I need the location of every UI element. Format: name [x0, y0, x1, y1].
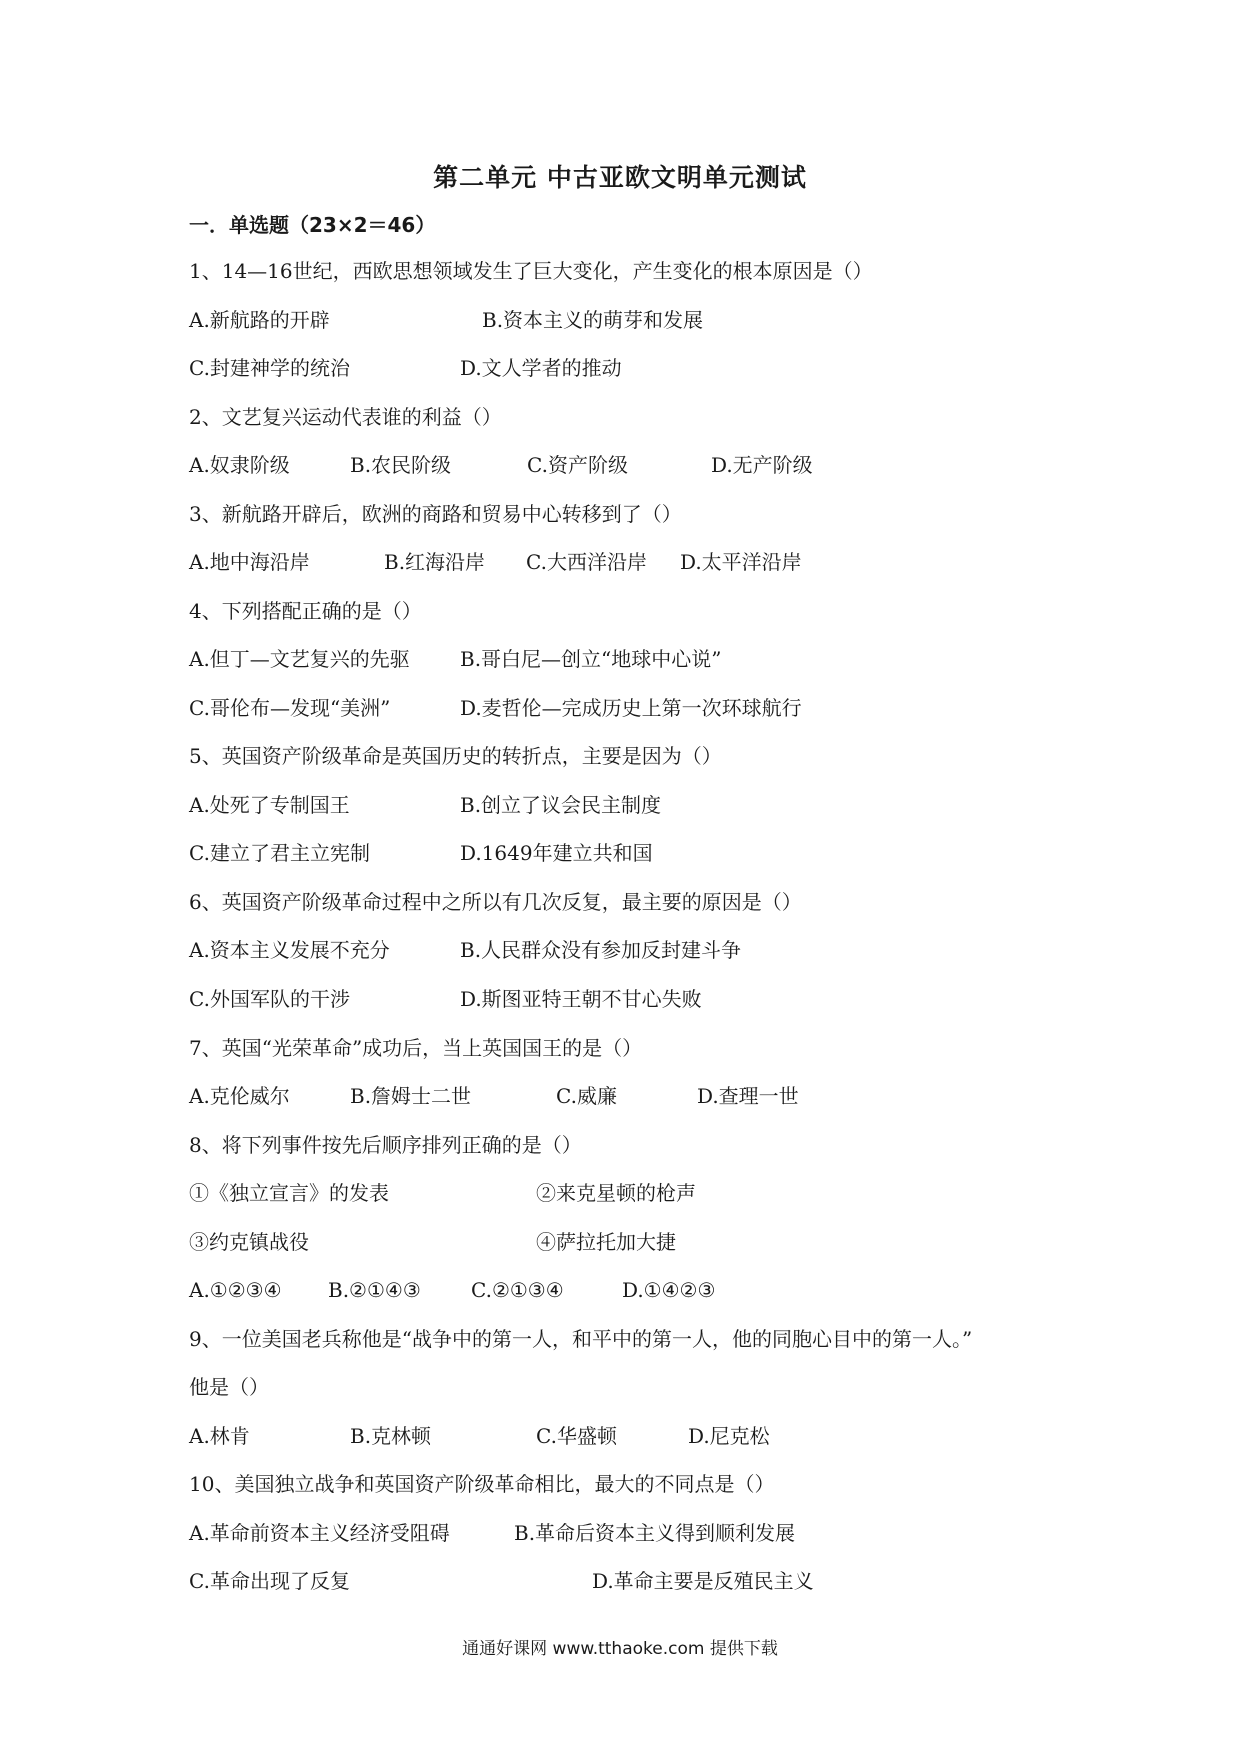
option-d: D.无产阶级 — [711, 453, 813, 477]
question-stem-continued: 他是（） — [189, 1375, 269, 1399]
option-d: D.1649年建立共和国 — [460, 841, 653, 865]
option-d: D.麦哲伦—完成历史上第一次环球航行 — [460, 696, 802, 720]
option-a: A.①②③④ — [189, 1278, 282, 1302]
question-stem: 3、新航路开辟后，欧洲的商路和贸易中心转移到了（） — [189, 502, 682, 526]
option-a: A.资本主义发展不充分 — [189, 938, 390, 962]
option-c: C.革命出现了反复 — [189, 1569, 350, 1593]
option-d: D.尼克松 — [688, 1424, 770, 1448]
question-stem: 9、一位美国老兵称他是“战争中的第一人，和平中的第一人，他的同胞心目中的第一人。” — [189, 1327, 973, 1351]
option-c: C.威廉 — [556, 1084, 617, 1108]
question-stem: 7、英国“光荣革命”成功后，当上英国国王的是（） — [189, 1036, 643, 1060]
option-a: A.处死了专制国王 — [189, 793, 350, 817]
event-item: ②来克星顿的枪声 — [536, 1181, 696, 1205]
option-b: B.创立了议会民主制度 — [460, 793, 662, 817]
question-stem: 8、将下列事件按先后顺序排列正确的是（） — [189, 1133, 582, 1157]
option-a: A.但丁—文艺复兴的先驱 — [189, 647, 410, 671]
option-d: D.①④②③ — [622, 1278, 716, 1302]
option-c: C.外国军队的干涉 — [189, 987, 350, 1011]
option-b: B.克林顿 — [350, 1424, 432, 1448]
option-d: D.查理一世 — [697, 1084, 799, 1108]
option-a: A.克伦威尔 — [189, 1084, 290, 1108]
event-item: ①《独立宣言》的发表 — [189, 1181, 389, 1205]
option-c: C.哥伦布—发现“美洲” — [189, 696, 391, 720]
question-stem: 10、美国独立战争和英国资产阶级革命相比，最大的不同点是（） — [189, 1472, 775, 1496]
option-c: C.华盛顿 — [536, 1424, 617, 1448]
option-a: A.地中海沿岸 — [189, 550, 310, 574]
section-heading: 一．单选题（23×2＝46） — [189, 213, 436, 237]
option-d: D.文人学者的推动 — [460, 356, 622, 380]
option-b: B.红海沿岸 — [384, 550, 486, 574]
option-b: B.②①④③ — [328, 1278, 421, 1302]
question-stem: 4、下列搭配正确的是（） — [189, 599, 422, 623]
option-a: A.新航路的开辟 — [189, 308, 330, 332]
option-c: C.建立了君主立宪制 — [189, 841, 370, 865]
question-stem: 2、文艺复兴运动代表谁的利益（） — [189, 405, 502, 429]
option-c: C.②①③④ — [471, 1278, 564, 1302]
option-d: D.太平洋沿岸 — [680, 550, 802, 574]
option-d: D.斯图亚特王朝不甘心失败 — [460, 987, 702, 1011]
option-b: B.农民阶级 — [350, 453, 452, 477]
option-a: A.林肯 — [189, 1424, 250, 1448]
option-b: B.哥白尼—创立“地球中心说” — [460, 647, 722, 671]
option-a: A.革命前资本主义经济受阻碍 — [189, 1521, 450, 1545]
option-c: C.资产阶级 — [527, 453, 628, 477]
question-stem: 1、14—16世纪，西欧思想领域发生了巨大变化，产生变化的根本原因是（） — [189, 259, 873, 283]
option-c: C.大西洋沿岸 — [526, 550, 647, 574]
option-b: B.詹姆士二世 — [350, 1084, 472, 1108]
footer-source: 通通好课网 www.tthaoke.com 提供下载 — [462, 1639, 778, 1659]
question-stem: 6、英国资产阶级革命过程中之所以有几次反复，最主要的原因是（） — [189, 890, 802, 914]
option-c: C.封建神学的统治 — [189, 356, 350, 380]
question-stem: 5、英国资产阶级革命是英国历史的转折点，主要是因为（） — [189, 744, 722, 768]
option-b: B.人民群众没有参加反封建斗争 — [460, 938, 742, 962]
option-b: B.革命后资本主义得到顺利发展 — [514, 1521, 796, 1545]
option-d: D.革命主要是反殖民主义 — [592, 1569, 814, 1593]
page-title: 第二单元 中古亚欧文明单元测试 — [433, 163, 807, 192]
option-a: A.奴隶阶级 — [189, 453, 290, 477]
event-item: ③约克镇战役 — [189, 1230, 309, 1254]
option-b: B.资本主义的萌芽和发展 — [482, 308, 704, 332]
event-item: ④萨拉托加大捷 — [536, 1230, 676, 1254]
